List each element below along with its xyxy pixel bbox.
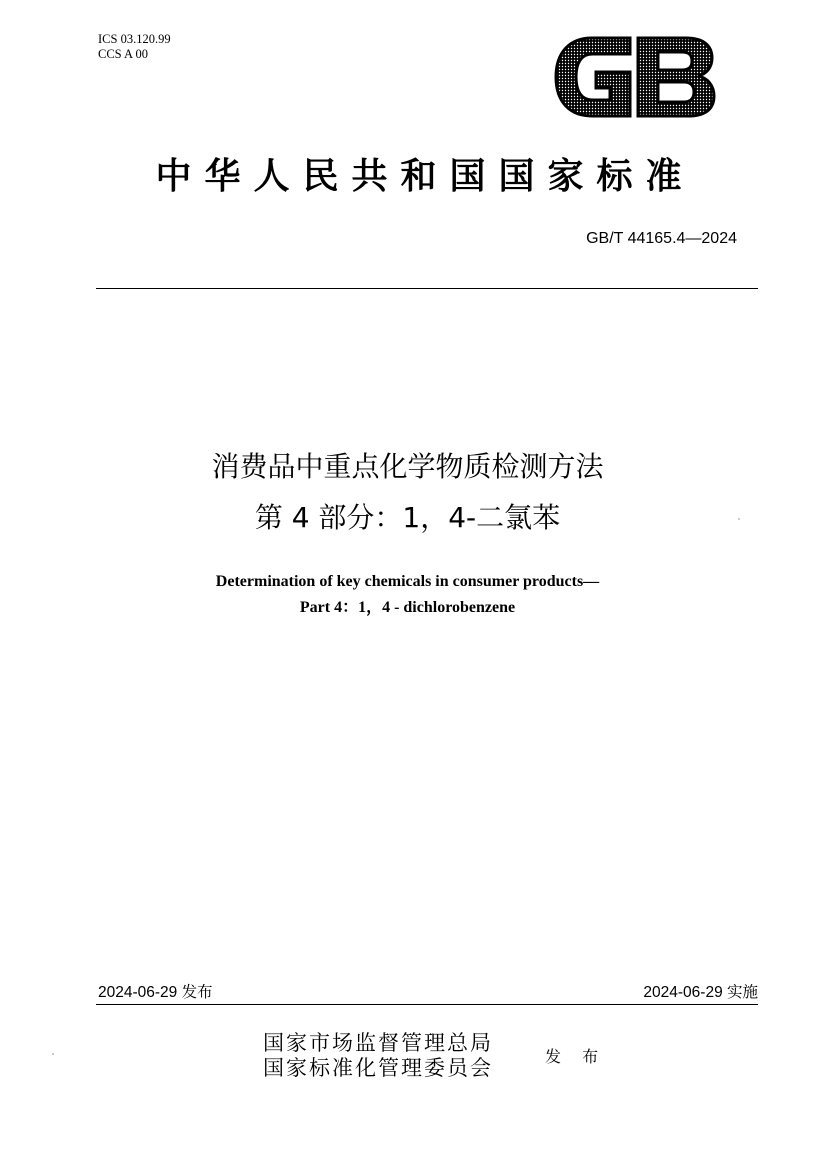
english-title-line-2: Part 4：1，4 - dichlorobenzene [299,599,516,616]
chinese-title-line-1: 消费品中重点化学物质检测方法 [211,450,604,483]
implementation-date: 2024-06-29 实施 [643,984,758,1001]
ccs-code: CCS A 00 [98,47,149,61]
chinese-title-line-2: 第 4 部分：1，4-二氯苯 [254,501,561,534]
scan-speck [738,518,740,520]
english-title-line-1: Determination of key chemicals in consumer products— [215,573,600,590]
issue-date: 2024-06-29 发布 [98,984,213,1001]
header-divider [96,288,758,289]
issuer-sac: 国家标准化管理委员会 [263,1056,493,1080]
issuer-samr: 国家市场监督管理总局 [263,1031,493,1055]
gb-logo-graphic [552,32,718,122]
gb-logo [552,32,718,122]
scan-speck [52,1053,54,1055]
standard-number: GB/T 44165.4—2024 [586,230,737,247]
footer-divider [96,1004,758,1005]
national-standard-title: 中华人民共和国国家标准 [155,155,695,197]
publish-label: 发 布 [545,1047,607,1066]
ics-code: ICS 03.120.99 [98,32,171,46]
classification-codes [98,32,171,62]
